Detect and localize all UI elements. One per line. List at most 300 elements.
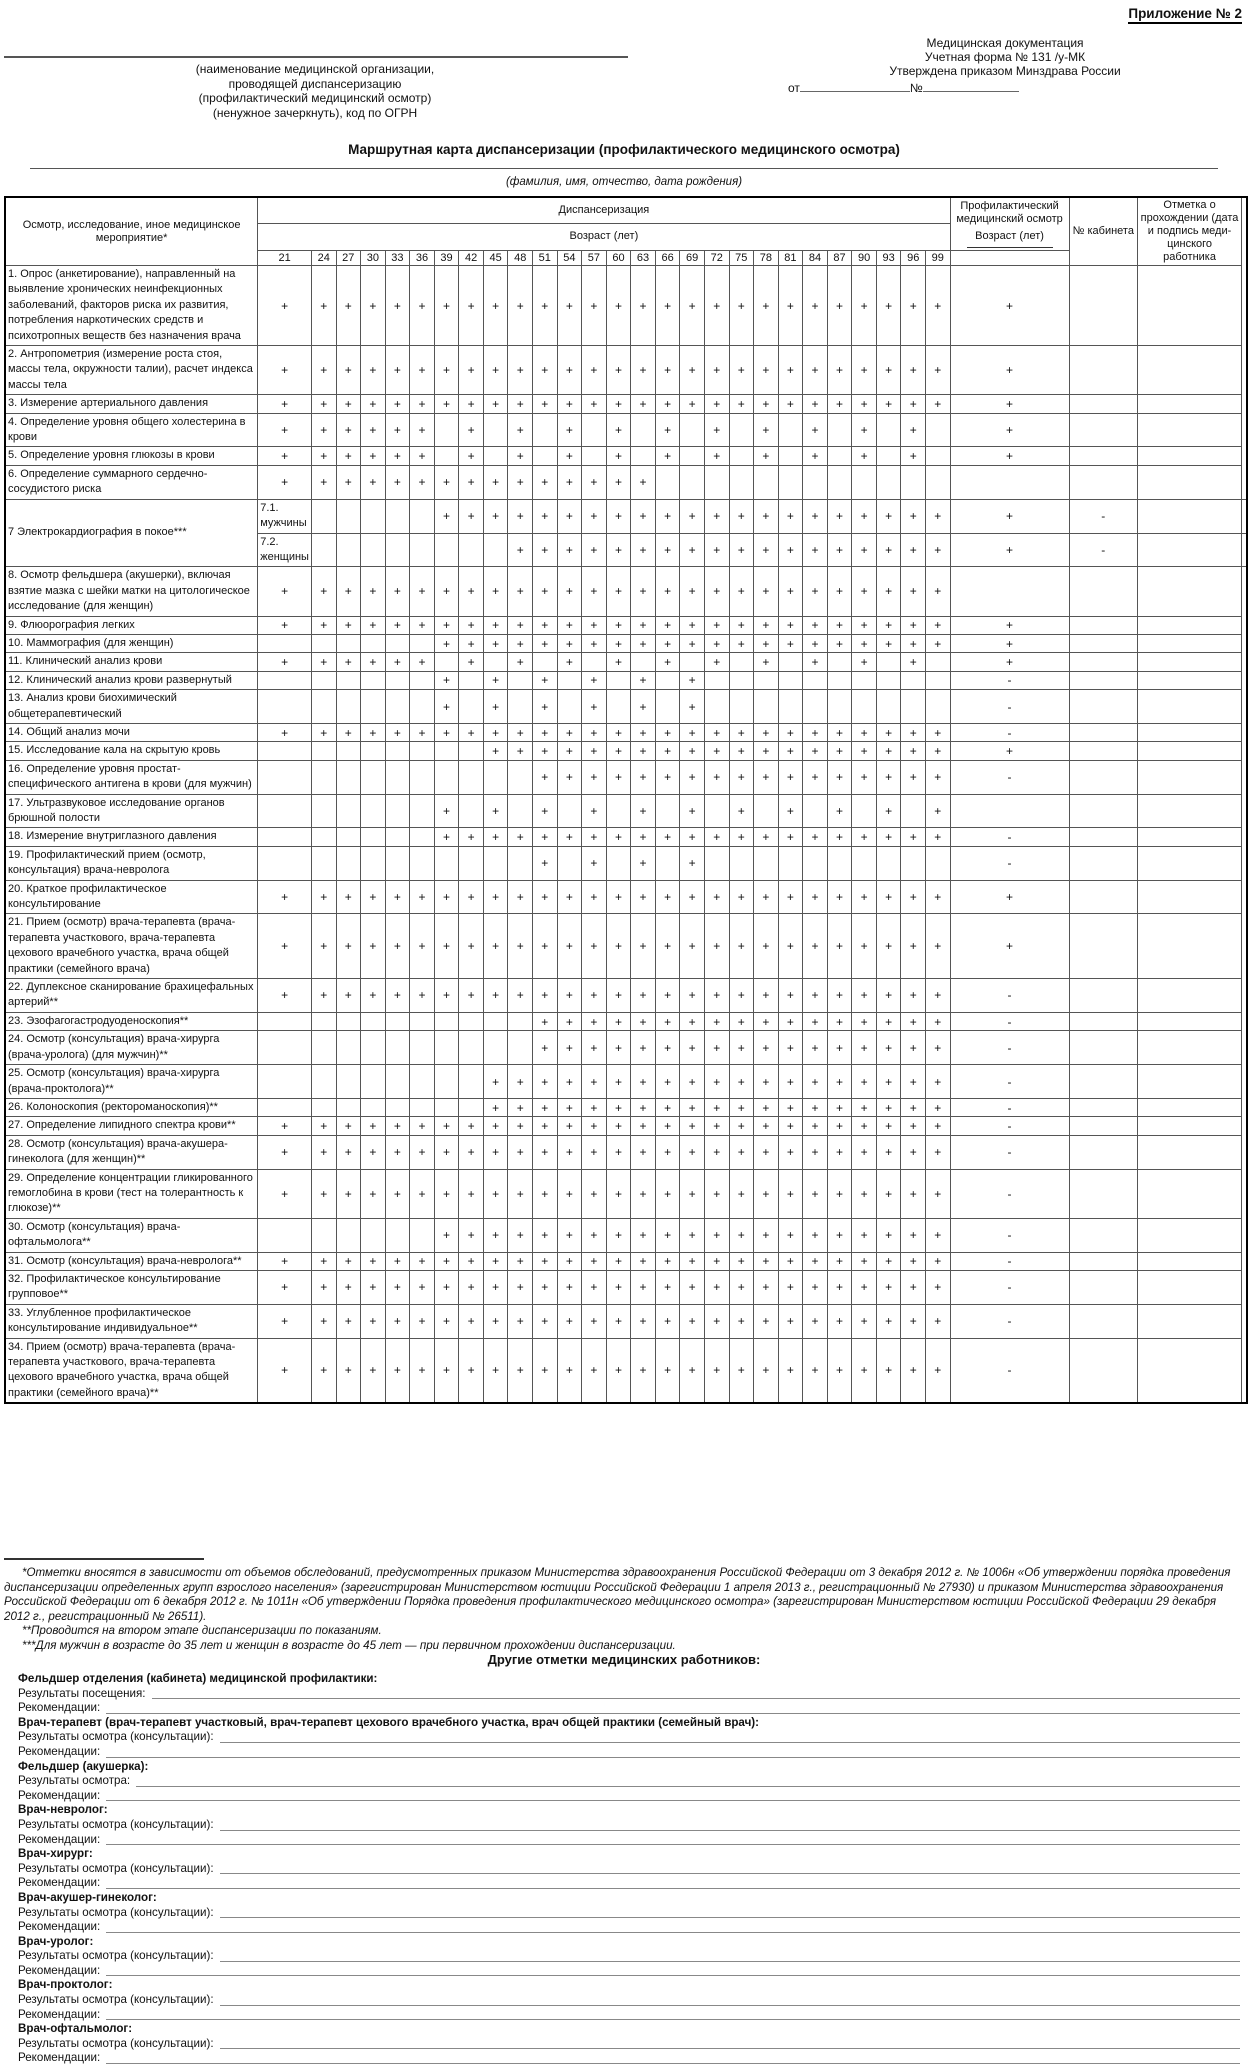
procedure-row: [5, 567, 1247, 616]
age-mark-cell-99: +: [926, 794, 951, 828]
age-mark-cell-63: +: [631, 1117, 656, 1135]
age-mark-cell-51: +: [533, 1304, 558, 1338]
age-mark-cell-60: +: [606, 914, 631, 979]
age-mark-cell-36: +: [410, 880, 435, 914]
age-mark-cell-24: +: [311, 616, 336, 634]
age-mark-cell-45: [483, 413, 508, 447]
age-mark-cell-78: [754, 671, 779, 689]
age-mark-cell-84: +: [803, 760, 828, 794]
age-mark-cell-30: [361, 1012, 386, 1030]
age-mark-cell-90: +: [852, 395, 877, 413]
age-mark-cell-93: +: [876, 742, 901, 760]
age-mark-cell-36: +: [410, 653, 435, 671]
age-mark-cell-24: +: [311, 914, 336, 979]
age-mark-cell-45: +: [483, 1304, 508, 1338]
age-mark-cell-60: [606, 690, 631, 724]
age-mark-cell-48: +: [508, 1270, 533, 1304]
age-mark-cell-90: +: [852, 1252, 877, 1270]
age-mark-cell-39: [434, 846, 459, 880]
age-mark-cell-93: +: [876, 760, 901, 794]
age-mark-cell-33: +: [385, 1338, 410, 1403]
age-mark-cell-36: [410, 742, 435, 760]
age-mark-cell-96: +: [901, 1135, 926, 1169]
age-mark-cell-72: +: [704, 447, 729, 465]
age-col-48: 48: [508, 250, 533, 265]
age-mark-cell-63: +: [631, 1252, 656, 1270]
age-mark-cell-69: +: [680, 671, 705, 689]
fill-in-blank-line: [106, 2018, 1240, 2020]
age-mark-cell-48: +: [508, 616, 533, 634]
age-mark-cell-93: +: [901, 499, 926, 533]
age-mark-cell-57: [582, 413, 607, 447]
fill-in-label: Рекомендации:: [18, 2007, 101, 2021]
cabinet-cell: [1069, 1065, 1138, 1099]
mark-cell: [1138, 828, 1242, 846]
cabinet-cell: [1069, 1304, 1138, 1338]
footnote: *Отметки вносятся в зависимости от объемов обследований, предусмотренных приказом Министерства здравоохранения Российской Федерации от 3 декабря 2012 г. № 1006н «Об утверждении порядка проведения диспансеризации определенных групп взрослого населения» (зарегистрирован Министерством юстиции Российской Федерации 1 апреля 2013 г., регистрационный № 27930) и приказом Министерства здравоохранения Российской Федерации от 6 декабря 2012 г. № 1011н «Об утверждении Порядка проведения профилактического медицинского осмотра» (зарегистрирован Министерством юстиции Российской Федерации 29 декабря 2012 г., регистрационный № 26511).: [4, 1566, 1231, 1623]
age-mark-cell-63: +: [655, 533, 680, 567]
age-mark-cell-54: +: [557, 880, 582, 914]
mark-cell: [1138, 1304, 1242, 1338]
age-mark-cell-42: +: [459, 828, 484, 846]
order-number-blank: [923, 80, 1019, 92]
age-mark-cell-72: +: [704, 760, 729, 794]
age-mark-cell-63: +: [631, 1304, 656, 1338]
age-mark-cell-96: +: [901, 979, 926, 1013]
procedure-label: 14. Общий анализ мочи: [5, 723, 258, 741]
age-mark-cell-42: +: [459, 1304, 484, 1338]
age-mark-cell-45: +: [483, 1252, 508, 1270]
age-mark-cell-96: +: [901, 634, 926, 652]
age-mark-cell-75: +: [729, 1270, 754, 1304]
age-mark-cell-24: +: [311, 979, 336, 1013]
age-mark-cell-36: [410, 690, 435, 724]
age-mark-cell-75: [729, 465, 754, 499]
age-mark-cell-96: +: [901, 1270, 926, 1304]
prof-exam-mark-cell: -: [950, 760, 1069, 794]
age-mark-cell-99: +: [926, 1338, 951, 1403]
age-mark-cell-60: +: [606, 1304, 631, 1338]
cabinet-cell: [1069, 828, 1138, 846]
col-header-mark: Отметка о прохождении (дата и подпись медицинского работника: [1138, 197, 1242, 266]
age-mark-cell-66: +: [680, 533, 705, 567]
footnote: ***Для мужчин в возрасте до 35 лет и женщин в возрасте до 45 лет — при первичном прохождении диспансеризации.: [22, 1638, 676, 1652]
age-mark-cell-66: +: [655, 1218, 680, 1252]
fill-in-row: [18, 2051, 1244, 2066]
age-mark-cell-30: [361, 1098, 386, 1116]
age-mark-cell-27: +: [336, 979, 361, 1013]
age-mark-cell-24: +: [311, 1304, 336, 1338]
age-mark-cell-69: +: [680, 266, 705, 346]
age-mark-cell-93: +: [876, 1252, 901, 1270]
age-mark-cell-66: +: [655, 742, 680, 760]
age-mark-cell-30: [361, 760, 386, 794]
age-mark-cell-75: [729, 690, 754, 724]
age-mark-cell-27: +: [336, 447, 361, 465]
age-mark-cell-84: +: [803, 634, 828, 652]
age-mark-cell-30: +: [361, 979, 386, 1013]
age-mark-cell-24: [336, 533, 361, 567]
age-mark-cell-84: +: [803, 723, 828, 741]
age-mark-cell-93: +: [876, 914, 901, 979]
age-mark-cell-45: +: [483, 395, 508, 413]
age-mark-cell-42: [459, 794, 484, 828]
age-mark-cell-21: +: [258, 653, 312, 671]
age-mark-cell-78: +: [754, 653, 779, 671]
age-mark-cell-96: +: [901, 346, 926, 395]
procedure-row: [5, 828, 1247, 846]
procedure-row: [5, 395, 1247, 413]
age-mark-cell-30: +: [361, 1117, 386, 1135]
age-mark-cell-33: [385, 1012, 410, 1030]
age-mark-cell-54: +: [557, 634, 582, 652]
age-mark-cell-21: [258, 690, 312, 724]
age-mark-cell-24: [311, 690, 336, 724]
age-mark-cell-87: +: [827, 1065, 852, 1099]
age-mark-cell-93: +: [901, 533, 926, 567]
age-mark-cell-33: +: [385, 653, 410, 671]
age-mark-cell-48: +: [508, 346, 533, 395]
age-mark-cell-84: +: [803, 1169, 828, 1218]
age-mark-cell-39: +: [434, 616, 459, 634]
age-mark-cell-99: +: [926, 1304, 951, 1338]
prof-age-label: Возраст (лет): [975, 229, 1044, 242]
medic-entry-name: Фельдшер отделения (кабинета) медицинской профилактики:: [18, 1672, 378, 1685]
age-mark-cell-27: [336, 1031, 361, 1065]
age-mark-cell-69: +: [680, 760, 705, 794]
age-mark-cell-45: [483, 760, 508, 794]
age-mark-cell-78: +: [754, 1218, 779, 1252]
age-mark-cell-39: [434, 447, 459, 465]
age-mark-cell-93: +: [876, 1098, 901, 1116]
age-mark-cell-84: [803, 846, 828, 880]
age-mark-cell-90: +: [852, 828, 877, 846]
age-mark-cell-81: +: [778, 794, 803, 828]
age-mark-cell-63: +: [631, 1218, 656, 1252]
age-mark-cell-63: +: [631, 634, 656, 652]
age-mark-cell-90: +: [876, 499, 901, 533]
prof-exam-mark-cell: [950, 794, 1069, 828]
procedure-label: 13. Анализ крови биохимический общетерапевтический: [5, 690, 258, 724]
procedure-label: 24. Осмотр (консультация) врача-хирурга (врача-уролога) (для мужчин)**: [5, 1031, 258, 1065]
age-mark-cell-69: +: [680, 723, 705, 741]
age-mark-cell-21: [258, 846, 312, 880]
age-mark-cell-81: +: [778, 266, 803, 346]
age-mark-cell-51: +: [533, 690, 558, 724]
age-mark-cell-72: +: [704, 1012, 729, 1030]
age-mark-cell-24: [311, 760, 336, 794]
age-mark-cell-99: +: [926, 1117, 951, 1135]
age-mark-cell-57: +: [582, 1117, 607, 1135]
age-mark-cell-51: +: [533, 880, 558, 914]
age-mark-cell-63: +: [631, 1169, 656, 1218]
age-mark-cell-57: +: [582, 880, 607, 914]
age-mark-cell-96: +: [901, 914, 926, 979]
age-mark-cell-33: [385, 1065, 410, 1099]
age-mark-cell-81: [778, 846, 803, 880]
age-mark-cell-42: +: [459, 266, 484, 346]
prof-exam-mark-cell: -: [1069, 533, 1138, 567]
age-mark-cell-39: +: [434, 1270, 459, 1304]
age-mark-cell-42: [483, 533, 508, 567]
procedure-row: [5, 880, 1247, 914]
age-mark-cell-39: [434, 413, 459, 447]
age-mark-cell-21: +: [258, 979, 312, 1013]
age-mark-cell-84: +: [827, 533, 852, 567]
age-mark-cell-51: +: [533, 723, 558, 741]
age-mark-cell-96: [901, 794, 926, 828]
age-mark-cell-21: +: [258, 567, 312, 616]
age-mark-cell-54: +: [557, 760, 582, 794]
age-mark-cell-21: [258, 1031, 312, 1065]
age-mark-cell-30: +: [361, 413, 386, 447]
age-mark-cell-72: [704, 794, 729, 828]
age-mark-cell-48: [508, 1012, 533, 1030]
age-mark-cell-21: [258, 742, 312, 760]
age-mark-cell-42: [459, 1012, 484, 1030]
cabinet-cell: [1069, 1169, 1138, 1218]
age-mark-cell-42: +: [459, 465, 484, 499]
age-mark-cell-99: +: [926, 723, 951, 741]
age-mark-cell-66: +: [655, 979, 680, 1013]
prof-exam-mark-cell: -: [950, 1218, 1069, 1252]
mark-cell: [1138, 1117, 1242, 1135]
age-col-42: 42: [459, 250, 484, 265]
procedure-label: 11. Клинический анализ крови: [5, 653, 258, 671]
fill-in-label: Рекомендации:: [18, 1788, 101, 1802]
procedure-label: 33. Углубленное профилактическое консультирование индивидуальное**: [5, 1304, 258, 1338]
age-mark-cell-57: +: [582, 760, 607, 794]
age-mark-cell-87: +: [827, 1252, 852, 1270]
prof-age-blank-line: [967, 246, 1053, 248]
procedure-sublabel: 7.2. женщины: [258, 533, 312, 567]
age-mark-cell-36: [410, 828, 435, 846]
age-mark-cell-81: +: [778, 760, 803, 794]
age-mark-cell-51: +: [533, 1117, 558, 1135]
procedure-row: [5, 266, 1247, 346]
age-mark-cell-81: +: [778, 914, 803, 979]
age-mark-cell-30: +: [361, 1338, 386, 1403]
age-mark-cell-66: +: [655, 1012, 680, 1030]
age-mark-cell-45: +: [483, 1218, 508, 1252]
age-mark-cell-69: +: [680, 616, 705, 634]
age-mark-cell-96: +: [901, 1098, 926, 1116]
age-mark-cell-36: +: [434, 499, 459, 533]
cabinet-cell: [1069, 447, 1138, 465]
age-mark-cell-81: +: [778, 1169, 803, 1218]
organization-caption: [40, 62, 590, 120]
doc-info-line: Учетная форма № 131 /у-МК: [924, 50, 1086, 64]
age-mark-cell-24: +: [311, 567, 336, 616]
age-mark-cell-90: +: [852, 413, 877, 447]
age-mark-cell-39: [434, 1031, 459, 1065]
age-mark-cell-84: +: [803, 616, 828, 634]
age-mark-cell-87: [827, 653, 852, 671]
col-header-age-years: Возраст (лет): [258, 224, 950, 250]
age-mark-cell-54: [557, 690, 582, 724]
age-mark-cell-87: +: [827, 1012, 852, 1030]
age-mark-cell-21: [311, 499, 336, 533]
medic-entry-name: Врач-офтальмолог:: [18, 2022, 133, 2036]
doc-info-block: [770, 36, 1240, 95]
age-mark-cell-24: [311, 1218, 336, 1252]
age-col-36: 36: [410, 250, 435, 265]
prof-exam-mark-cell: +: [950, 616, 1069, 634]
age-mark-cell-48: +: [508, 413, 533, 447]
procedure-row: [5, 616, 1247, 634]
age-mark-cell-84: +: [803, 979, 828, 1013]
age-mark-cell-72: +: [704, 1031, 729, 1065]
doc-info-line: Медицинская документация: [926, 36, 1084, 50]
age-mark-cell-93: +: [876, 1169, 901, 1218]
age-mark-cell-60: +: [606, 634, 631, 652]
age-mark-cell-45: +: [483, 1117, 508, 1135]
fill-in-blank-line: [220, 1829, 1240, 1831]
organization-caption-line: (профилактический медицинский осмотр): [198, 91, 432, 105]
age-mark-cell-63: +: [631, 616, 656, 634]
age-mark-cell-36: +: [410, 413, 435, 447]
age-mark-cell-90: +: [852, 760, 877, 794]
age-col-54: 54: [557, 250, 582, 265]
age-mark-cell-36: +: [410, 567, 435, 616]
age-mark-cell-81: +: [778, 1031, 803, 1065]
age-col-63: 63: [631, 250, 656, 265]
age-mark-cell-27: [336, 1065, 361, 1099]
age-mark-cell-96: [901, 690, 926, 724]
age-mark-cell-39: +: [434, 828, 459, 846]
age-mark-cell-48: +: [508, 1098, 533, 1116]
col-header-cabinet: № кабинета: [1069, 197, 1138, 266]
age-mark-cell-75: +: [729, 742, 754, 760]
cabinet-cell: [1069, 413, 1138, 447]
age-mark-cell-45: [483, 653, 508, 671]
footnote: **Проводится на втором этапе диспансеризации по показаниям.: [22, 1624, 382, 1638]
age-mark-cell-81: +: [778, 1065, 803, 1099]
procedure-row: [5, 1218, 1247, 1252]
age-mark-cell-93: [876, 413, 901, 447]
age-mark-cell-75: +: [729, 880, 754, 914]
age-mark-cell-48: +: [508, 465, 533, 499]
age-mark-cell-69: +: [680, 880, 705, 914]
age-mark-cell-60: +: [606, 979, 631, 1013]
age-mark-cell-87: +: [827, 979, 852, 1013]
age-mark-cell-45: +: [483, 465, 508, 499]
age-mark-cell-90: +: [852, 1135, 877, 1169]
age-mark-cell-60: +: [631, 533, 656, 567]
age-mark-cell-69: +: [680, 1169, 705, 1218]
age-mark-cell-66: +: [655, 653, 680, 671]
age-mark-cell-48: +: [508, 395, 533, 413]
age-mark-cell-45: +: [483, 671, 508, 689]
age-mark-cell-45: +: [483, 690, 508, 724]
age-mark-cell-75: [729, 447, 754, 465]
cabinet-cell: [1069, 567, 1138, 616]
age-mark-cell-99: +: [950, 499, 1069, 533]
age-mark-cell-66: +: [655, 1338, 680, 1403]
age-mark-cell-84: +: [803, 1065, 828, 1099]
age-mark-cell-90: +: [852, 1098, 877, 1116]
cabinet-cell: [1069, 1012, 1138, 1030]
age-mark-cell-36: [410, 634, 435, 652]
fill-in-row: [18, 1964, 1244, 1979]
age-mark-cell-63: +: [631, 723, 656, 741]
age-mark-cell-57: +: [582, 395, 607, 413]
age-mark-cell-54: +: [582, 533, 607, 567]
age-mark-cell-90: +: [852, 880, 877, 914]
age-mark-cell-45: +: [483, 914, 508, 979]
age-mark-cell-27: +: [336, 465, 361, 499]
age-mark-cell-45: +: [483, 794, 508, 828]
age-mark-cell-33: +: [385, 266, 410, 346]
age-mark-cell-81: +: [778, 1338, 803, 1403]
procedure-row: [5, 465, 1247, 499]
procedure-label: 6. Определение суммарного сердечно-сосудистого риска: [5, 465, 258, 499]
age-mark-cell-75: +: [729, 1012, 754, 1030]
age-mark-cell-27: +: [336, 413, 361, 447]
age-mark-cell-27: +: [336, 346, 361, 395]
mark-cell: [1138, 760, 1242, 794]
cabinet-cell: [1138, 499, 1242, 533]
age-mark-cell-78: +: [754, 1252, 779, 1270]
age-mark-cell-54: +: [557, 395, 582, 413]
age-mark-cell-90: +: [852, 1338, 877, 1403]
age-mark-cell-39: +: [434, 723, 459, 741]
age-mark-cell-45: +: [483, 742, 508, 760]
age-mark-cell-66: +: [655, 447, 680, 465]
age-mark-cell-21: +: [258, 346, 312, 395]
age-mark-cell-78: +: [754, 1304, 779, 1338]
age-mark-cell-63: +: [631, 1338, 656, 1403]
prof-exam-mark-cell: -: [950, 1098, 1069, 1116]
age-mark-cell-24: +: [311, 723, 336, 741]
age-mark-cell-27: [336, 690, 361, 724]
age-mark-cell-72: +: [704, 346, 729, 395]
age-mark-cell-45: +: [483, 1135, 508, 1169]
cabinet-cell: [1138, 533, 1242, 567]
age-mark-cell-87: +: [827, 723, 852, 741]
age-mark-cell-42: +: [459, 1169, 484, 1218]
age-mark-cell-36: [410, 671, 435, 689]
age-mark-cell-63: +: [655, 499, 680, 533]
age-mark-cell-69: +: [680, 1098, 705, 1116]
age-mark-cell-78: +: [754, 723, 779, 741]
fill-in-blank-line: [106, 2062, 1240, 2064]
age-mark-cell-54: +: [557, 465, 582, 499]
age-mark-cell-54: +: [557, 828, 582, 846]
age-mark-cell-39: [434, 742, 459, 760]
age-mark-cell-27: [336, 760, 361, 794]
age-mark-cell-39: [434, 653, 459, 671]
age-mark-cell-69: +: [680, 395, 705, 413]
age-mark-cell-84: +: [803, 1252, 828, 1270]
mark-cell: [1138, 1338, 1242, 1403]
age-col-39: 39: [434, 250, 459, 265]
age-mark-cell-30: [361, 690, 386, 724]
age-mark-cell-30: [361, 794, 386, 828]
age-mark-cell-66: +: [655, 828, 680, 846]
age-mark-cell-72: [704, 690, 729, 724]
age-mark-cell-99: +: [926, 828, 951, 846]
age-mark-cell-21: +: [258, 914, 312, 979]
age-mark-cell-63: +: [631, 266, 656, 346]
age-mark-cell-96: [901, 846, 926, 880]
age-mark-cell-24: [311, 1065, 336, 1099]
age-mark-cell-63: +: [631, 760, 656, 794]
mark-cell: [1138, 1098, 1242, 1116]
age-mark-cell-27: +: [336, 1117, 361, 1135]
age-mark-cell-69: +: [680, 1031, 705, 1065]
age-mark-cell-57: +: [606, 499, 631, 533]
